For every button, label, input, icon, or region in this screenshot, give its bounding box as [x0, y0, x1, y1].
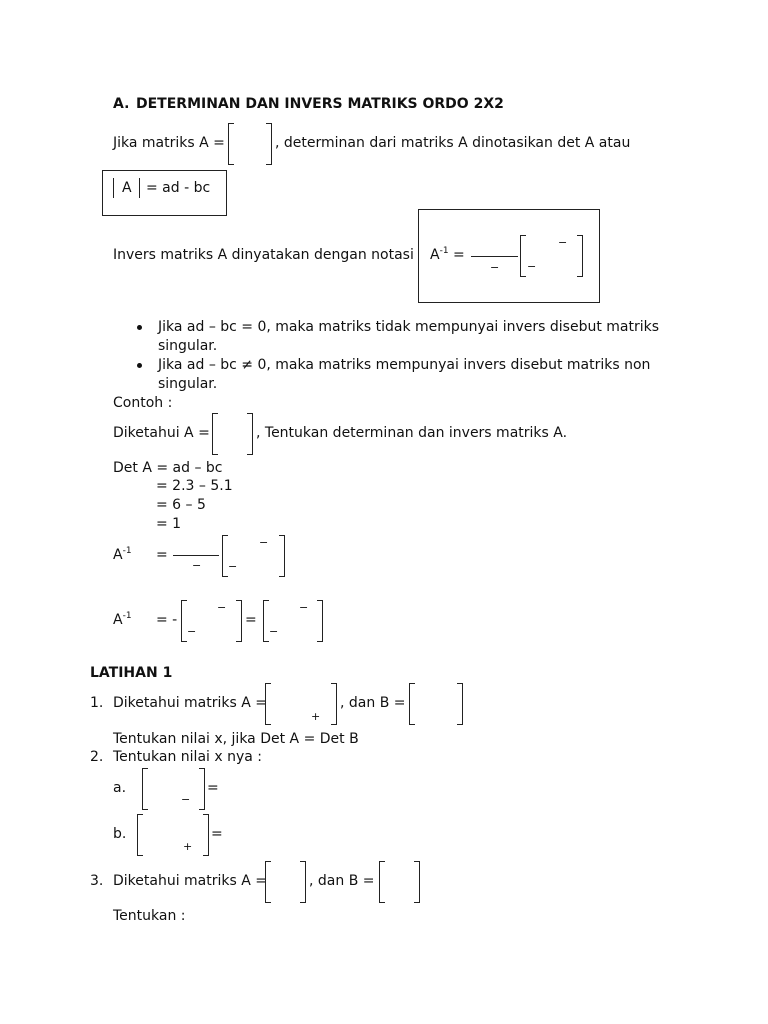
fraction-line — [471, 256, 518, 257]
inv1-sup: -1 — [122, 546, 132, 556]
abs-bar-left — [113, 178, 114, 198]
inv-bracket-right — [577, 235, 583, 277]
inv2-lhs — [113, 613, 132, 627]
contoh-label: Contoh : — [113, 395, 173, 411]
inv2-eq: = - — [156, 612, 178, 628]
det-line-4: = 1 — [156, 516, 182, 532]
matrix-bracket-left — [265, 861, 271, 903]
q3-number: 3. — [90, 873, 104, 889]
q2b-eq: = — [211, 826, 223, 842]
matrix-bracket-right — [236, 600, 242, 642]
matrix-bracket-right — [300, 861, 306, 903]
fraction-minus: − — [490, 261, 500, 274]
q2a-eq: = — [207, 780, 219, 796]
q1-prefix: Diketahui matriks A = — [113, 695, 268, 711]
matrix-bracket-right — [266, 123, 272, 165]
abs-bar-right — [139, 178, 140, 198]
bullet-dot — [137, 325, 142, 330]
inv1-eq: = — [156, 547, 168, 563]
contoh-given-prefix: Diketahui A = — [113, 425, 210, 441]
det-formula: = ad - bc — [146, 180, 211, 196]
matrix-bracket-left — [137, 814, 143, 856]
q2a-label: a. — [113, 780, 127, 796]
inv2-a: A — [113, 612, 123, 628]
inv1-minus-top: − — [259, 536, 269, 549]
section-title: DETERMINAN DAN INVERS MATRIKS ORDO 2X2 — [136, 96, 504, 112]
matrix-bracket-right — [414, 861, 420, 903]
fraction-minus: − — [192, 559, 202, 572]
inv2b-minus-top: − — [299, 601, 309, 614]
q2b-plus: + — [183, 840, 193, 853]
q1-line2: Tentukan nilai x, jika Det A = Det B — [113, 731, 359, 747]
matrix-bracket-left — [265, 683, 271, 725]
det-line-2: = 2.3 – 5.1 — [156, 478, 233, 494]
matrix-bracket-right — [247, 413, 253, 455]
matrix-bracket-right — [199, 768, 205, 810]
bullet-2-line2: singular. — [158, 376, 218, 392]
intro-suffix: , determinan dari matriks A dinotasikan det A atau — [275, 135, 631, 151]
matrix-bracket-right — [203, 814, 209, 856]
det-line-1: Det A = ad – bc — [113, 460, 223, 476]
inv2-minus-bottom: − — [187, 625, 197, 638]
invers-lhs — [430, 248, 465, 262]
q3-prefix: Diketahui matriks A = — [113, 873, 268, 889]
inv-minus-top: − — [558, 236, 568, 249]
inv-bracket-left — [520, 235, 526, 277]
inv-minus-bottom: − — [527, 260, 537, 273]
matrix-bracket-left — [379, 861, 385, 903]
invers-eq: = — [453, 247, 465, 263]
invers-a: A — [430, 247, 440, 263]
inv2-sup: -1 — [122, 611, 132, 621]
contoh-given-suffix: , Tentukan determinan dan invers matriks A. — [256, 425, 568, 441]
inv2-mid: = — [245, 612, 257, 628]
matrix-bracket-right — [317, 600, 323, 642]
matrix-bracket-left — [228, 123, 234, 165]
inv1-lhs — [113, 548, 132, 562]
q2-number: 2. — [90, 749, 104, 765]
q1-mid: , dan B = — [340, 695, 406, 711]
q1-plus: + — [311, 710, 321, 723]
intro-prefix: Jika matriks A = — [113, 135, 225, 151]
invers-text: Invers matriks A dinyatakan dengan notasi — [113, 247, 414, 263]
det-line-3: = 6 – 5 — [156, 497, 206, 513]
bullet-2-line1: Jika ad – bc ≠ 0, maka matriks mempunyai invers disebut matriks non — [158, 357, 651, 373]
matrix-bracket-right — [279, 535, 285, 577]
inv1-a: A — [113, 547, 123, 563]
matrix-bracket-left — [409, 683, 415, 725]
matrix-bracket-right — [331, 683, 337, 725]
inv1-minus-bottom: − — [228, 560, 238, 573]
q2-text: Tentukan nilai x nya : — [113, 749, 262, 765]
inv2b-minus-bottom: − — [269, 625, 279, 638]
q3-mid: , dan B = — [309, 873, 375, 889]
section-number: A. — [113, 96, 130, 112]
bullet-1-line2: singular. — [158, 338, 218, 354]
matrix-bracket-right — [457, 683, 463, 725]
q3-line2: Tentukan : — [113, 908, 186, 924]
bullet-1-line1: Jika ad – bc = 0, maka matriks tidak mempunyai invers disebut matriks — [158, 319, 660, 335]
invers-sup: -1 — [439, 246, 449, 256]
bullet-dot — [137, 363, 142, 368]
q2a-minus: − — [181, 793, 191, 806]
det-box-a: A — [122, 180, 132, 196]
fraction-line — [173, 555, 219, 556]
inv2-minus-top: − — [217, 601, 227, 614]
q1-number: 1. — [90, 695, 104, 711]
latihan-title: LATIHAN 1 — [90, 665, 173, 681]
q2b-label: b. — [113, 826, 127, 842]
matrix-bracket-left — [212, 413, 218, 455]
matrix-bracket-left — [142, 768, 148, 810]
